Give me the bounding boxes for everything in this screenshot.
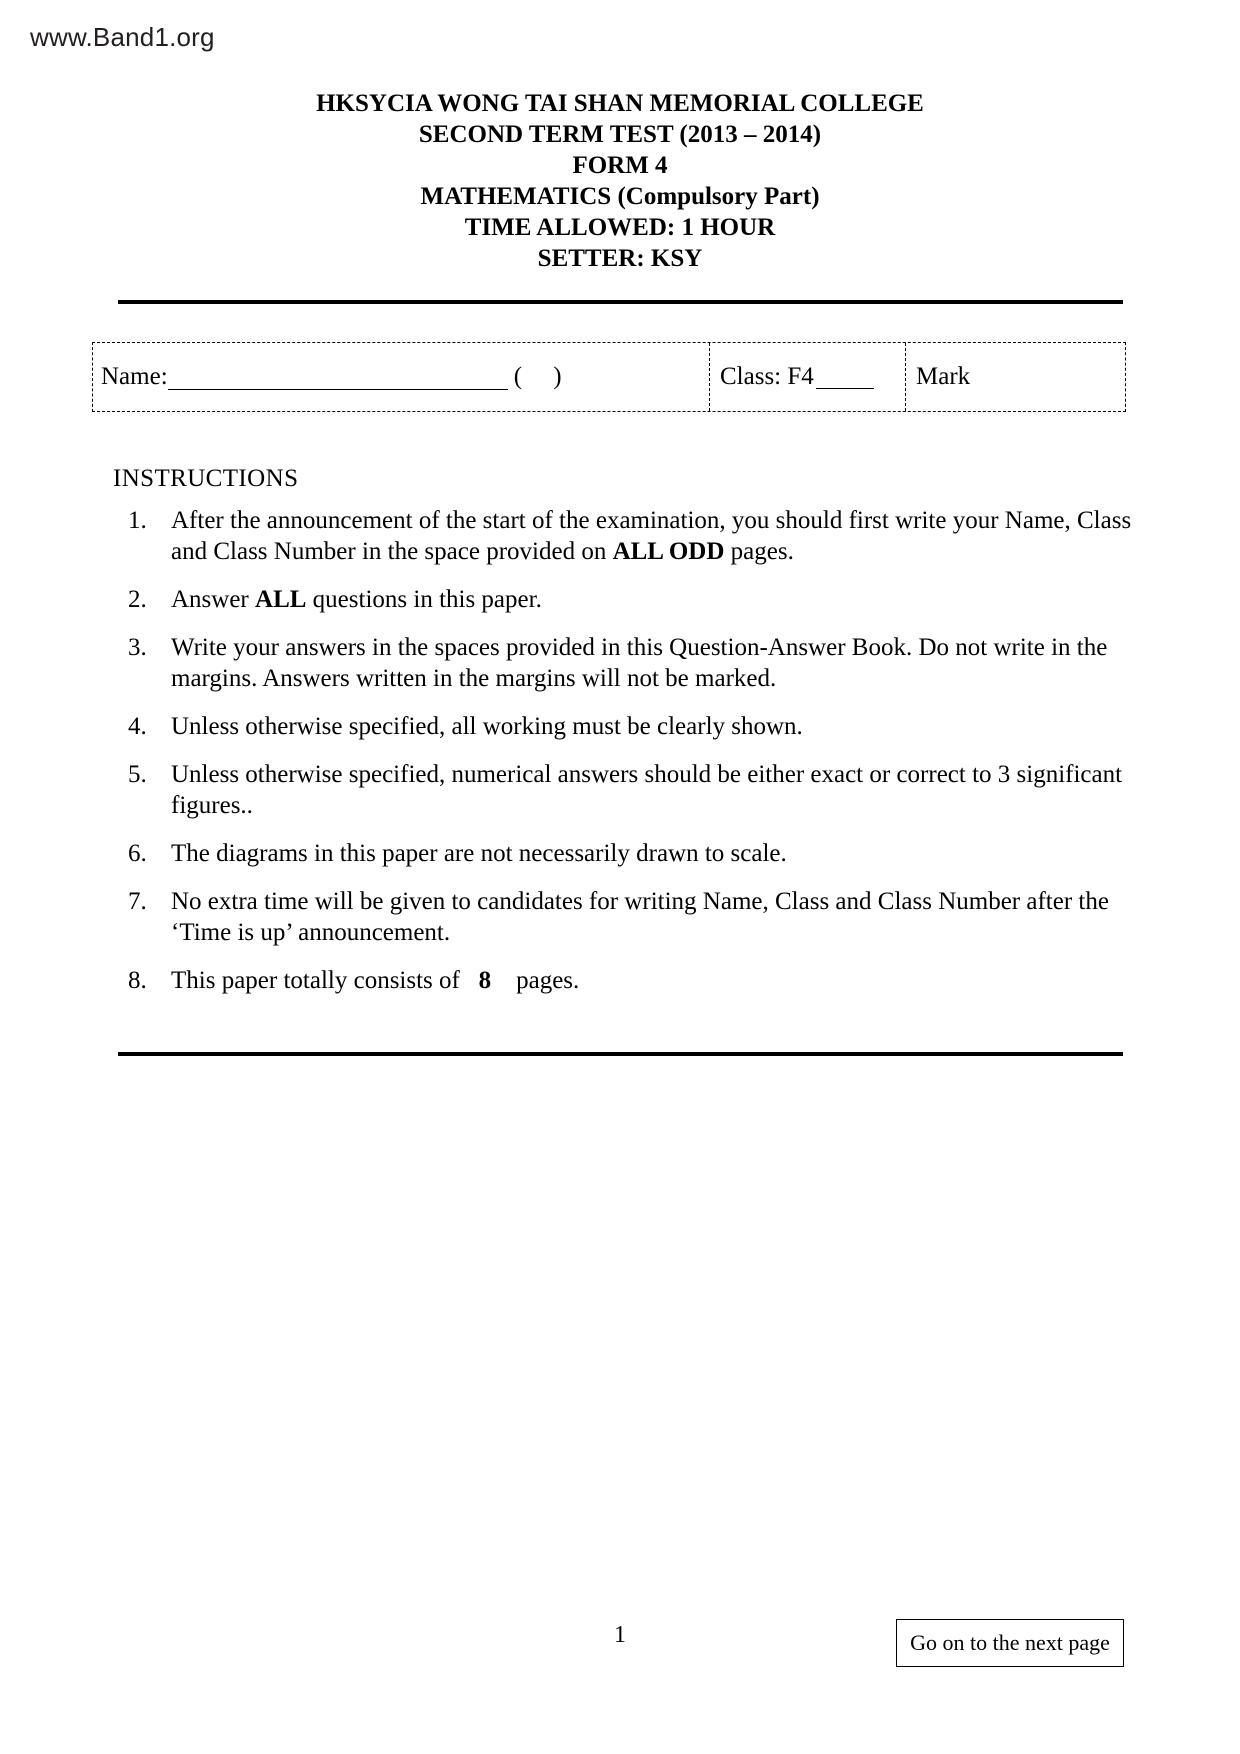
exam-header (0, 88, 1240, 274)
form-level: FORM 4 (572, 152, 668, 179)
instruction-text-bold: ALL ODD (612, 538, 725, 565)
instruction-text-pre: The diagrams in this paper are not necessarily drawn to scale. (171, 840, 787, 867)
instructions-list (113, 505, 1163, 1013)
mark-label: Mark (916, 363, 971, 390)
subject: MATHEMATICS (Compulsory Part) (420, 183, 820, 210)
mark-field-cell[interactable] (905, 343, 1125, 411)
instruction-text-pre: Answer (171, 586, 256, 613)
instruction-text-pre: This paper totally consists of (171, 967, 479, 994)
name-field-cell[interactable] (93, 343, 709, 411)
instruction-item (153, 886, 1163, 948)
instruction-item (153, 838, 1163, 869)
instruction-text-bold: ALL (255, 586, 307, 613)
class-label: Class: F4 (720, 363, 814, 390)
instructions-divider-rule (118, 1052, 1123, 1056)
instruction-text-bold: 8 (478, 967, 492, 994)
site-watermark: www.Band1.org (30, 22, 215, 52)
instruction-text-pre: After the announcement of the start of the examination, you should first write your Name, Class and Class Number in the space provided on (171, 507, 1132, 565)
time-allowed: TIME ALLOWED: 1 HOUR (464, 214, 776, 241)
instruction-item (153, 759, 1163, 821)
instruction-item (153, 711, 1163, 742)
instruction-text-post: pages. (724, 538, 794, 565)
name-input-line[interactable] (168, 369, 508, 390)
instruction-text-post: pages. (491, 967, 580, 994)
class-number-parens[interactable]: ( ) (513, 363, 562, 390)
header-divider-rule (118, 300, 1123, 304)
instruction-item (153, 632, 1163, 694)
name-label: Name: (101, 363, 168, 390)
instruction-item (153, 505, 1163, 567)
instruction-item (153, 965, 1163, 996)
candidate-info-box (92, 342, 1126, 412)
instructions-heading: INSTRUCTIONS (113, 465, 299, 492)
instruction-item (153, 584, 1163, 615)
next-page-notice (896, 1619, 1124, 1667)
setter: SETTER: KSY (537, 245, 703, 272)
class-input-line[interactable] (816, 370, 874, 389)
school-name: HKSYCIA WONG TAI SHAN MEMORIAL COLLEGE (316, 90, 924, 117)
page-number: 1 (614, 1622, 626, 1648)
instruction-text-post: questions in this paper. (306, 586, 542, 613)
instruction-text-pre: Write your answers in the spaces provided in this Question-Answer Book. Do not write in the margins. Answers written in the margins will not be marked. (171, 634, 1108, 692)
test-name: SECOND TERM TEST (2013 – 2014) (418, 121, 822, 148)
instruction-text-pre: Unless otherwise specified, all working must be clearly shown. (171, 713, 803, 740)
class-field-cell[interactable] (709, 343, 905, 411)
instruction-text-pre: Unless otherwise specified, numerical answers should be either exact or correct to 3 significant figures.. (171, 761, 1123, 819)
next-page-label: Go on to the next page (910, 1630, 1110, 1655)
instruction-text-pre: No extra time will be given to candidates for writing Name, Class and Class Number after the ‘Time is up’ announcement. (171, 888, 1109, 946)
